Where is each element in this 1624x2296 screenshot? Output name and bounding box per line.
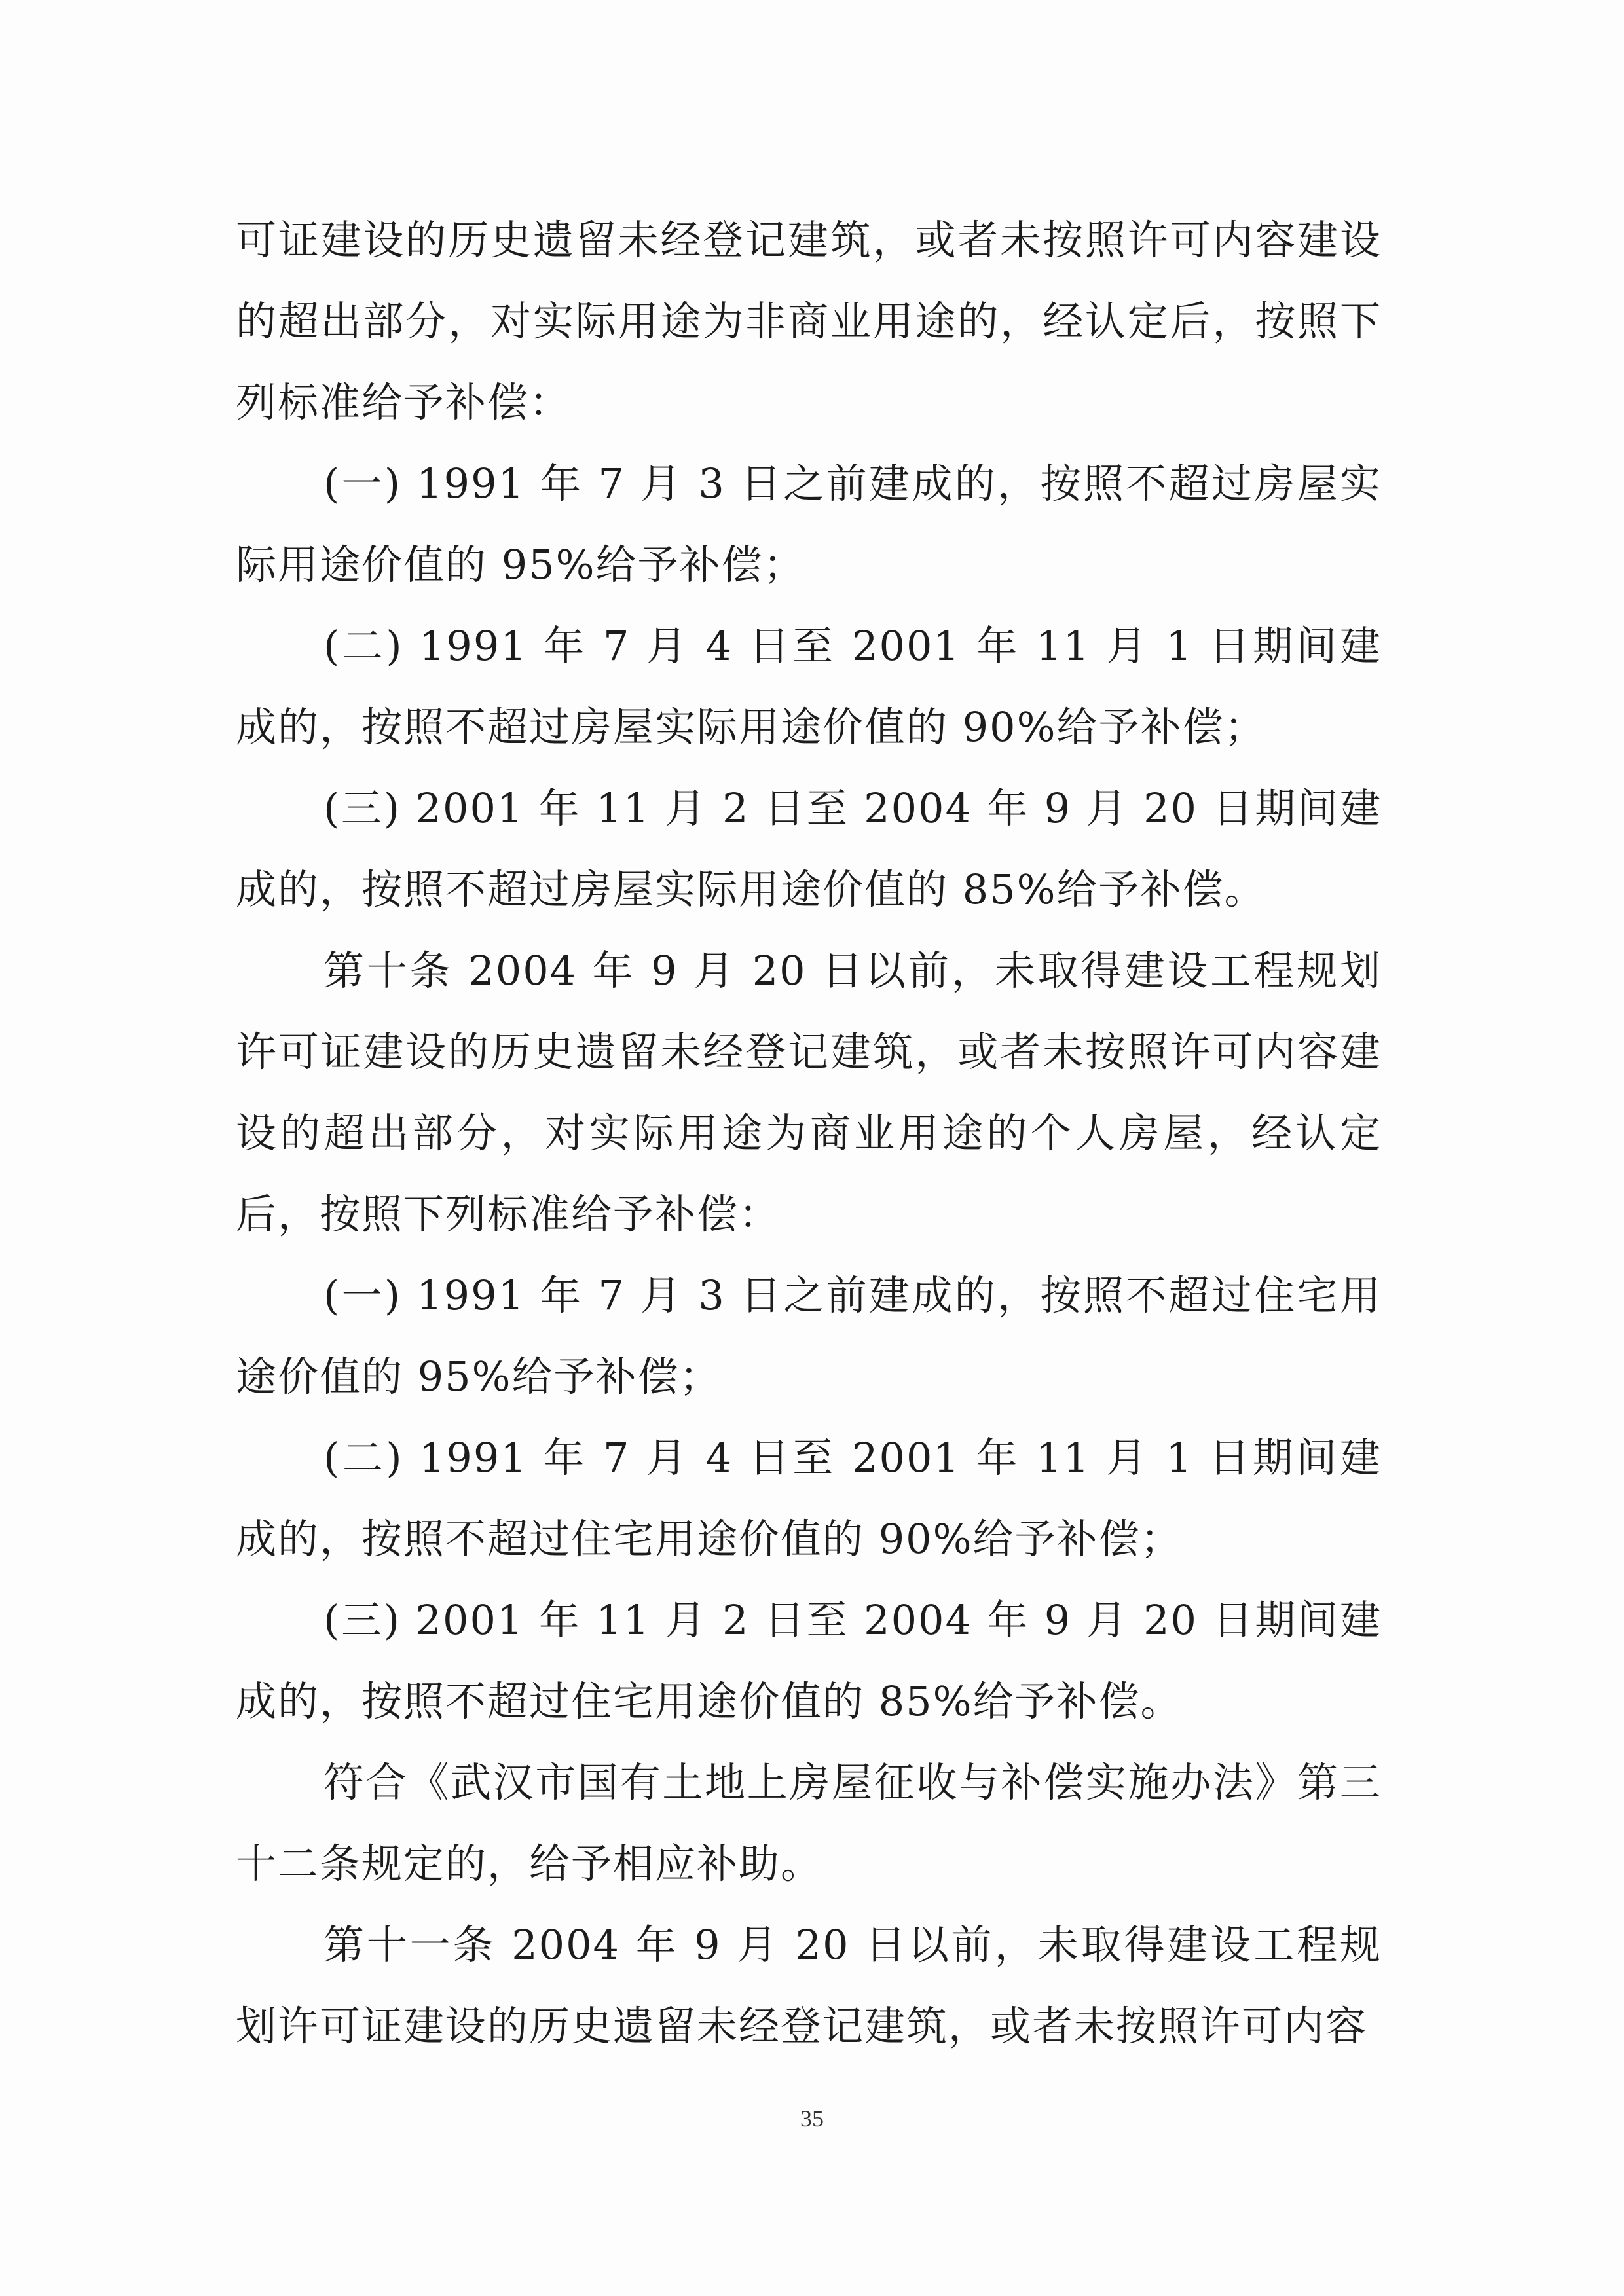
- paragraph-item-1: (一) 1991 年 7 月 3 日之前建成的，按照不超过房屋实际用途价值的 95%给予补偿；: [236, 460, 1382, 589]
- paragraph-item-2: (二) 1991 年 7 月 4 日至 2001 年 11 月 1 日期间建成的，按照不超过住宅用途价值的 90%给予补偿；: [236, 1434, 1382, 1563]
- paragraph-article-11: 第十一条 2004 年 9 月 20 日以前，未取得建设工程规划许可证建设的历史遗留未经登记建筑，或者未按照许可内容: [236, 1921, 1382, 2050]
- page-number: 35: [800, 2105, 824, 2132]
- paragraph-article-10: 第十条 2004 年 9 月 20 日以前，未取得建设工程规划许可证建设的历史遗留未经登记建筑，或者未按照许可内容建设的超出部分，对实际用途为商业用途的个人房屋，经认定后，按照下列标准给予补偿：: [236, 947, 1382, 1238]
- paragraph-item-2: (二) 1991 年 7 月 4 日至 2001 年 11 月 1 日期间建成的，按照不超过房屋实际用途价值的 90%给予补偿；: [236, 622, 1382, 751]
- paragraph-item-3: (三) 2001 年 11 月 2 日至 2004 年 9 月 20 日期间建成的，按照不超过房屋实际用途价值的 85%给予补偿。: [236, 784, 1382, 913]
- paragraph-subsidy-note: 符合《武汉市国有土地上房屋征收与补偿实施办法》第三十二条规定的，给予相应补助。: [236, 1758, 1382, 1887]
- paragraph-continuation: 可证建设的历史遗留未经登记建筑，或者未按照许可内容建设的超出部分，对实际用途为非商业用途的，经认定后，按照下列标准给予补偿：: [236, 216, 1382, 426]
- document-body: [236, 200, 1382, 2067]
- paragraph-item-1: (一) 1991 年 7 月 3 日之前建成的，按照不超过住宅用途价值的 95%给予补偿；: [236, 1271, 1382, 1400]
- paragraph-item-3: (三) 2001 年 11 月 2 日至 2004 年 9 月 20 日期间建成的，按照不超过住宅用途价值的 85%给予补偿。: [236, 1596, 1382, 1725]
